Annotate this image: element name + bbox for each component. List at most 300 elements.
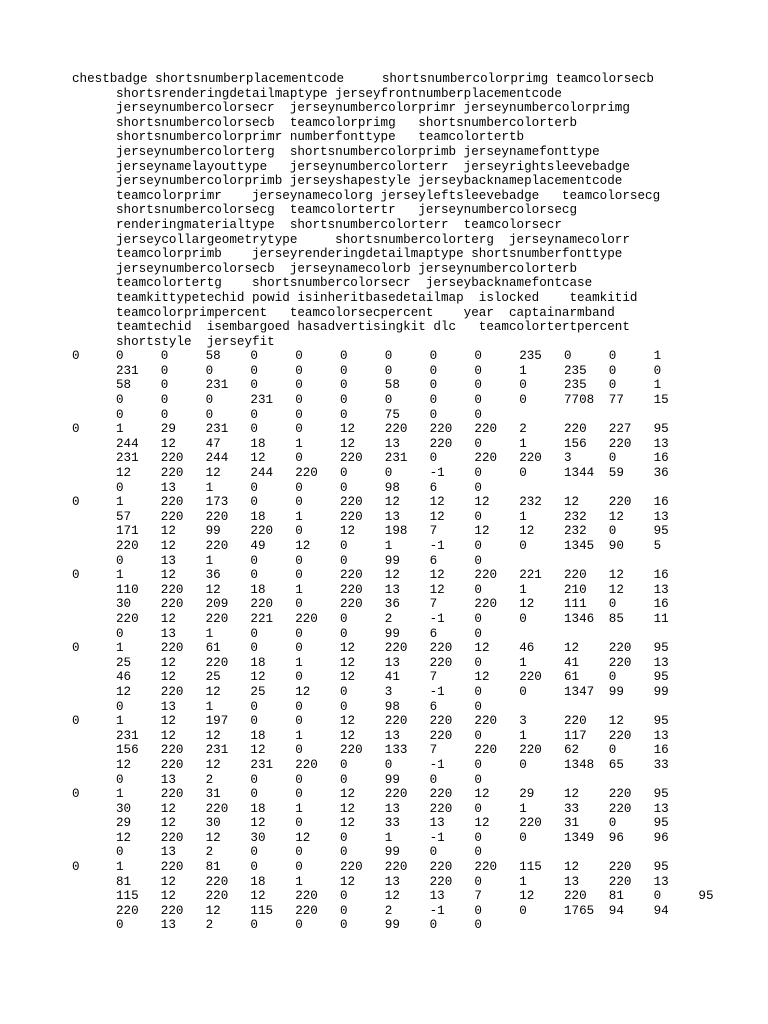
table-cell: 220 bbox=[384, 714, 408, 729]
table-cell: 0 bbox=[384, 349, 393, 364]
table-cell: 95 bbox=[653, 422, 669, 437]
table-cell: 12 bbox=[160, 670, 176, 685]
table-cell: 13 bbox=[384, 728, 400, 743]
table-cell: 12 bbox=[474, 670, 490, 685]
table-row bbox=[72, 364, 696, 379]
table-cell: 12 bbox=[295, 684, 311, 699]
table-row bbox=[72, 860, 696, 875]
table-cell: 220 bbox=[116, 903, 139, 918]
table-cell: 220 bbox=[160, 830, 184, 845]
table-cell: 0 bbox=[295, 451, 303, 466]
table-row bbox=[72, 349, 696, 364]
table-cell: 220 bbox=[160, 903, 184, 918]
table-cell: 0 bbox=[250, 480, 258, 495]
table-cell: 0 bbox=[340, 363, 348, 378]
table-cell: 13 bbox=[384, 655, 400, 670]
header-line: shortstyle jerseyfit bbox=[116, 334, 275, 349]
table-cell: 0 bbox=[340, 889, 348, 904]
table-cell: 0 bbox=[340, 611, 348, 626]
table-cell: 0 bbox=[519, 757, 527, 772]
table-cell: 0 bbox=[250, 422, 258, 437]
table-cell: 220 bbox=[429, 728, 453, 743]
table-cell: 33 bbox=[564, 801, 580, 816]
table-cell: 12 bbox=[340, 524, 356, 539]
table-cell: 0 bbox=[474, 918, 482, 933]
table-cell: 12 bbox=[160, 655, 176, 670]
table-cell: 13 bbox=[653, 874, 669, 889]
table-row bbox=[72, 787, 696, 802]
table-cell: 12 bbox=[340, 728, 356, 743]
table-cell: 0 bbox=[295, 393, 303, 408]
table-cell: 0 bbox=[340, 626, 348, 641]
table-cell: 0 bbox=[340, 539, 348, 553]
table-cell: 0 bbox=[250, 626, 258, 641]
table-cell: 12 bbox=[116, 830, 132, 845]
table-cell: 1 bbox=[384, 830, 393, 845]
table-cell: 12 bbox=[160, 568, 176, 583]
table-cell: -1 bbox=[429, 684, 445, 699]
table-cell: 16 bbox=[653, 743, 669, 758]
table-cell: 12 bbox=[608, 509, 624, 524]
table-cell: 0 bbox=[474, 407, 482, 422]
table-cell: 90 bbox=[608, 539, 624, 553]
table-cell: 7708 bbox=[564, 393, 595, 408]
table-cell: 220 bbox=[160, 743, 184, 758]
table-cell: 2 bbox=[519, 422, 527, 437]
table-row bbox=[72, 539, 696, 554]
table-cell: 13 bbox=[429, 889, 445, 904]
table-cell: -1 bbox=[429, 757, 445, 772]
table-cell: 0 bbox=[250, 918, 258, 933]
table-row bbox=[72, 481, 696, 496]
table-cell: 0 bbox=[250, 349, 258, 364]
table-cell: 12 bbox=[250, 743, 266, 758]
table-cell: 12 bbox=[340, 436, 356, 451]
table-cell: 1 bbox=[519, 655, 527, 670]
table-cell: 33 bbox=[653, 757, 669, 772]
table-cell: 0 bbox=[295, 699, 303, 714]
table-cell: 13 bbox=[160, 626, 176, 641]
table-cell: 220 bbox=[116, 611, 139, 626]
table-cell: 0 bbox=[205, 407, 214, 422]
table-cell: 0 bbox=[519, 378, 527, 393]
table-cell: 220 bbox=[340, 495, 363, 510]
table-cell: 11 bbox=[653, 611, 669, 626]
table-cell: 0 bbox=[474, 582, 482, 597]
table-cell: 0 bbox=[519, 393, 527, 408]
table-cell: 12 bbox=[384, 568, 400, 583]
table-cell: 7 bbox=[429, 670, 438, 685]
table-cell: 220 bbox=[160, 451, 184, 466]
table-cell: 220 bbox=[608, 728, 632, 743]
table-cell: 0 bbox=[474, 830, 482, 845]
table-cell: 2 bbox=[205, 845, 214, 860]
table-row bbox=[72, 700, 696, 715]
table-row bbox=[72, 670, 696, 685]
table-cell: 220 bbox=[474, 451, 498, 466]
table-cell: 1 bbox=[295, 436, 303, 451]
table-row bbox=[72, 641, 696, 656]
table-cell: 231 bbox=[116, 363, 139, 378]
table-cell: 220 bbox=[205, 889, 229, 904]
table-cell: 12 bbox=[160, 611, 176, 626]
table-cell: 115 bbox=[519, 860, 542, 875]
table-cell: 1 bbox=[116, 714, 124, 729]
table-cell: 12 bbox=[205, 728, 221, 743]
table-cell: 0 bbox=[250, 860, 258, 875]
table-cell: 209 bbox=[205, 597, 229, 612]
table-cell: 12 bbox=[160, 728, 176, 743]
table-cell: 18 bbox=[250, 582, 266, 597]
table-cell: 220 bbox=[160, 757, 184, 772]
table-cell: 12 bbox=[295, 539, 311, 553]
document-text bbox=[72, 72, 714, 933]
table-cell: 12 bbox=[160, 539, 176, 553]
table-row bbox=[72, 729, 696, 744]
table-cell: 231 bbox=[116, 728, 139, 743]
table-row bbox=[72, 802, 696, 817]
table-cell: 0 bbox=[474, 553, 482, 568]
table-row bbox=[72, 378, 696, 393]
table-cell: 12 bbox=[474, 816, 490, 831]
table-cell: 1 bbox=[295, 509, 303, 524]
table-cell: 220 bbox=[474, 714, 498, 729]
table-cell: 0 bbox=[295, 349, 303, 364]
table-cell: 220 bbox=[340, 451, 363, 466]
header-line: shortsrenderingdetailmaptype jerseyfrontnumberplacementcode bbox=[116, 86, 562, 101]
table-cell: 95 bbox=[653, 860, 669, 875]
table-cell: 1 bbox=[295, 801, 303, 816]
table-cell: 0 bbox=[116, 349, 124, 364]
table-cell: 232 bbox=[564, 509, 587, 524]
table-cell: 220 bbox=[160, 860, 184, 875]
table-cell: 12 bbox=[116, 466, 132, 481]
header-line: renderingmaterialtype shortsnumbercolorterr teamcolorsecr bbox=[116, 217, 562, 232]
table-cell: 12 bbox=[160, 874, 176, 889]
table-cell: 220 bbox=[474, 597, 498, 612]
table-cell: 13 bbox=[429, 816, 445, 831]
table-cell: 7 bbox=[429, 743, 438, 758]
table-cell: 99 bbox=[384, 772, 400, 787]
table-cell: 220 bbox=[295, 903, 318, 918]
table-cell: 1 bbox=[116, 860, 124, 875]
table-cell: 12 bbox=[564, 641, 580, 656]
table-cell: 220 bbox=[384, 641, 408, 656]
table-row bbox=[72, 889, 714, 904]
table-cell: 1345 bbox=[564, 539, 595, 553]
table-cell: 12 bbox=[474, 524, 490, 539]
table-cell: 18 bbox=[250, 509, 266, 524]
table-cell: 1 bbox=[116, 495, 124, 510]
table-cell: 13 bbox=[384, 582, 400, 597]
table-cell: 220 bbox=[429, 436, 453, 451]
table-cell: 12 bbox=[519, 524, 535, 539]
table-row bbox=[72, 685, 696, 700]
table-cell: 13 bbox=[384, 436, 400, 451]
table-cell: 220 bbox=[519, 670, 542, 685]
table-cell: 16 bbox=[653, 451, 669, 466]
table-cell: 0 bbox=[340, 830, 348, 845]
table-cell: 95 bbox=[698, 889, 714, 904]
table-cell: 0 bbox=[116, 480, 124, 495]
table-cell: 2 bbox=[384, 903, 393, 918]
table-cell: 220 bbox=[340, 568, 363, 583]
table-row bbox=[72, 554, 696, 569]
table-cell: 0 bbox=[474, 801, 482, 816]
table-cell: 244 bbox=[205, 451, 229, 466]
table-cell: 1 bbox=[653, 349, 662, 364]
table-row bbox=[72, 918, 696, 933]
table-row bbox=[72, 466, 696, 481]
table-cell: 0 bbox=[295, 714, 303, 729]
table-cell: 0 bbox=[429, 845, 438, 860]
table-cell: 99 bbox=[205, 524, 221, 539]
table-cell: 133 bbox=[384, 743, 408, 758]
table-cell: 12 bbox=[116, 757, 132, 772]
header-line: jerseynumbercolorsecr jerseynumbercolorprimr jerseynumbercolorprimg bbox=[116, 101, 630, 116]
table-cell: 0 bbox=[608, 349, 617, 364]
table-cell: 13 bbox=[653, 801, 669, 816]
table-cell: 61 bbox=[564, 670, 580, 685]
table-cell: 0 bbox=[340, 772, 348, 787]
table-cell: 0 bbox=[250, 714, 258, 729]
table-row bbox=[72, 495, 696, 510]
table-cell: 220 bbox=[340, 509, 363, 524]
table-cell: 1 bbox=[653, 378, 662, 393]
table-cell: 220 bbox=[340, 582, 363, 597]
table-cell: 0 bbox=[295, 860, 303, 875]
table-cell: 12 bbox=[519, 597, 535, 612]
table-cell: 12 bbox=[340, 422, 356, 437]
table-cell: 220 bbox=[205, 611, 229, 626]
table-cell: 96 bbox=[608, 830, 624, 845]
table-cell: 0 bbox=[340, 918, 348, 933]
table-cell: 1349 bbox=[564, 830, 595, 845]
table-cell: 220 bbox=[429, 714, 453, 729]
table-cell: 12 bbox=[564, 860, 580, 875]
table-cell: 0 bbox=[340, 845, 348, 860]
table-cell: 220 bbox=[160, 787, 184, 802]
header-line: shortsnumbercolorsecb teamcolorprimg shortsnumbercolorterb bbox=[116, 115, 578, 130]
table-cell: 0 bbox=[160, 363, 169, 378]
table-cell: 18 bbox=[250, 436, 266, 451]
table-cell: 0 bbox=[429, 349, 438, 364]
table-cell: 0 bbox=[116, 845, 124, 860]
table-cell: 12 bbox=[474, 641, 490, 656]
header-line: jerseynumbercolorprimb jerseyshapestyle jerseybacknameplacementcode bbox=[116, 174, 623, 189]
table-cell: 0 bbox=[429, 393, 438, 408]
table-cell: 0 bbox=[429, 363, 438, 378]
table-cell: 220 bbox=[295, 611, 318, 626]
table-cell: 1765 bbox=[564, 903, 595, 918]
table-cell: 0 bbox=[250, 363, 258, 378]
table-cell: 1 bbox=[295, 655, 303, 670]
table-row bbox=[72, 656, 696, 671]
table-cell: 65 bbox=[608, 757, 624, 772]
table-cell: 12 bbox=[429, 568, 445, 583]
table-cell: 0 bbox=[295, 670, 303, 685]
table-cell: 0 bbox=[653, 889, 662, 904]
table-cell: 220 bbox=[564, 889, 587, 904]
table-cell: 41 bbox=[564, 655, 580, 670]
table-cell: 171 bbox=[116, 524, 139, 539]
table-cell: 0 bbox=[474, 509, 482, 524]
table-cell: 0 bbox=[429, 918, 438, 933]
table-cell: 220 bbox=[340, 860, 363, 875]
table-cell: 31 bbox=[205, 787, 221, 802]
table-cell: 12 bbox=[429, 509, 445, 524]
table-cell: 0 bbox=[474, 903, 482, 918]
table-cell: 220 bbox=[160, 597, 184, 612]
table-cell: 12 bbox=[250, 670, 266, 685]
table-cell: 0 bbox=[474, 363, 482, 378]
table-cell: 220 bbox=[160, 582, 184, 597]
table-cell: 0 bbox=[608, 378, 617, 393]
table-cell: 7 bbox=[429, 524, 438, 539]
table-cell: 12 bbox=[384, 889, 400, 904]
table-cell: 0 bbox=[340, 757, 348, 772]
table-cell: 46 bbox=[519, 641, 535, 656]
header-line: teamcolorprimb jerseyrenderingdetailmaptype shortsnumberfonttype bbox=[116, 247, 623, 262]
table-cell: 0 bbox=[340, 903, 348, 918]
table-cell: 244 bbox=[250, 466, 274, 481]
table-cell: 0 bbox=[295, 422, 303, 437]
table-cell: 0 bbox=[295, 495, 303, 510]
table-cell: 0 bbox=[519, 684, 527, 699]
table-cell: 0 bbox=[295, 787, 303, 802]
record-chestbadge: 0 bbox=[72, 641, 80, 656]
table-row bbox=[72, 714, 696, 729]
table-cell: 0 bbox=[474, 772, 482, 787]
table-row bbox=[72, 743, 696, 758]
table-cell: 13 bbox=[160, 553, 176, 568]
table-cell: 41 bbox=[384, 670, 400, 685]
table-cell: -1 bbox=[429, 830, 445, 845]
table-cell: 220 bbox=[608, 874, 632, 889]
table-cell: 0 bbox=[474, 349, 482, 364]
table-cell: 12 bbox=[340, 801, 356, 816]
table-row bbox=[72, 773, 696, 788]
table-cell: 231 bbox=[250, 393, 274, 408]
table-cell: 99 bbox=[384, 918, 400, 933]
table-cell: 12 bbox=[116, 684, 132, 699]
table-cell: 61 bbox=[205, 641, 221, 656]
table-cell: 235 bbox=[564, 378, 587, 393]
table-cell: 220 bbox=[205, 801, 229, 816]
table-cell: 3 bbox=[519, 714, 527, 729]
table-cell: 231 bbox=[250, 757, 274, 772]
table-cell: 1 bbox=[116, 641, 124, 656]
table-cell: 0 bbox=[429, 378, 438, 393]
record-chestbadge: 0 bbox=[72, 495, 80, 510]
table-cell: 31 bbox=[564, 816, 580, 831]
table-cell: 220 bbox=[205, 539, 229, 553]
table-cell: 13 bbox=[653, 655, 669, 670]
table-cell: 220 bbox=[608, 801, 632, 816]
table-cell: 0 bbox=[295, 378, 303, 393]
table-cell: 220 bbox=[608, 787, 632, 802]
table-cell: 231 bbox=[116, 451, 139, 466]
table-cell: 81 bbox=[116, 874, 132, 889]
table-cell: 0 bbox=[474, 378, 482, 393]
table-cell: 13 bbox=[160, 699, 176, 714]
table-cell: 0 bbox=[474, 626, 482, 641]
table-cell: 94 bbox=[608, 903, 624, 918]
table-cell: 1347 bbox=[564, 684, 595, 699]
table-cell: 12 bbox=[205, 582, 221, 597]
table-cell: 220 bbox=[564, 714, 587, 729]
table-cell: 12 bbox=[160, 816, 176, 831]
table-cell: 0 bbox=[295, 597, 303, 612]
header-line: teamcolorprimpercent teamcolorsecpercent year captainarmband bbox=[116, 305, 615, 320]
table-cell: 1 bbox=[295, 728, 303, 743]
table-cell: 220 bbox=[429, 874, 453, 889]
table-cell: 220 bbox=[608, 436, 632, 451]
table-cell: 94 bbox=[653, 903, 669, 918]
table-row bbox=[72, 875, 696, 890]
table-cell: 220 bbox=[384, 422, 408, 437]
table-cell: 220 bbox=[205, 509, 229, 524]
table-row bbox=[72, 510, 696, 525]
table-cell: 12 bbox=[340, 714, 356, 729]
header-line: shortsnumbercolorprimr numberfonttype teamcolortertb bbox=[116, 130, 525, 145]
table-cell: 12 bbox=[295, 830, 311, 845]
table-cell: 0 bbox=[474, 436, 482, 451]
table-cell: 0 bbox=[608, 816, 617, 831]
table-cell: 0 bbox=[429, 407, 438, 422]
table-cell: 12 bbox=[608, 582, 624, 597]
table-cell: 0 bbox=[608, 743, 617, 758]
table-cell: 0 bbox=[340, 699, 348, 714]
table-cell: 115 bbox=[250, 903, 274, 918]
table-cell: 220 bbox=[384, 860, 408, 875]
table-cell: 58 bbox=[384, 378, 400, 393]
table-row bbox=[72, 451, 696, 466]
table-cell: 13 bbox=[653, 509, 669, 524]
table-cell: 5 bbox=[653, 539, 662, 553]
table-row bbox=[72, 816, 696, 831]
table-cell: 30 bbox=[116, 801, 132, 816]
table-cell: 1 bbox=[519, 509, 527, 524]
table-cell: 12 bbox=[519, 889, 535, 904]
table-cell: 220 bbox=[160, 509, 184, 524]
record-chestbadge: 0 bbox=[72, 422, 80, 437]
table-cell: 2 bbox=[384, 611, 393, 626]
table-cell: 0 bbox=[608, 670, 617, 685]
table-cell: 0 bbox=[340, 466, 348, 481]
table-cell: 1 bbox=[205, 480, 214, 495]
table-row bbox=[72, 831, 696, 846]
table-cell: 0 bbox=[250, 568, 258, 583]
table-cell: 0 bbox=[116, 918, 124, 933]
table-cell: 81 bbox=[205, 860, 221, 875]
table-cell: 1 bbox=[205, 626, 214, 641]
table-cell: 156 bbox=[116, 743, 139, 758]
header-line: shortsnumbercolorsecg teamcolortertr jerseynumbercolorsecg bbox=[116, 203, 578, 218]
table-cell: 13 bbox=[384, 801, 400, 816]
table-cell: 18 bbox=[250, 728, 266, 743]
table-cell: 0 bbox=[295, 743, 303, 758]
table-cell: 1 bbox=[519, 874, 527, 889]
table-cell: 2 bbox=[205, 918, 214, 933]
record-chestbadge: 0 bbox=[72, 714, 80, 729]
table-row bbox=[72, 393, 696, 408]
table-cell: 95 bbox=[653, 787, 669, 802]
table-cell: 99 bbox=[384, 626, 400, 641]
table-cell: 3 bbox=[564, 451, 572, 466]
table-cell: 0 bbox=[295, 845, 303, 860]
table-cell: 6 bbox=[429, 553, 438, 568]
